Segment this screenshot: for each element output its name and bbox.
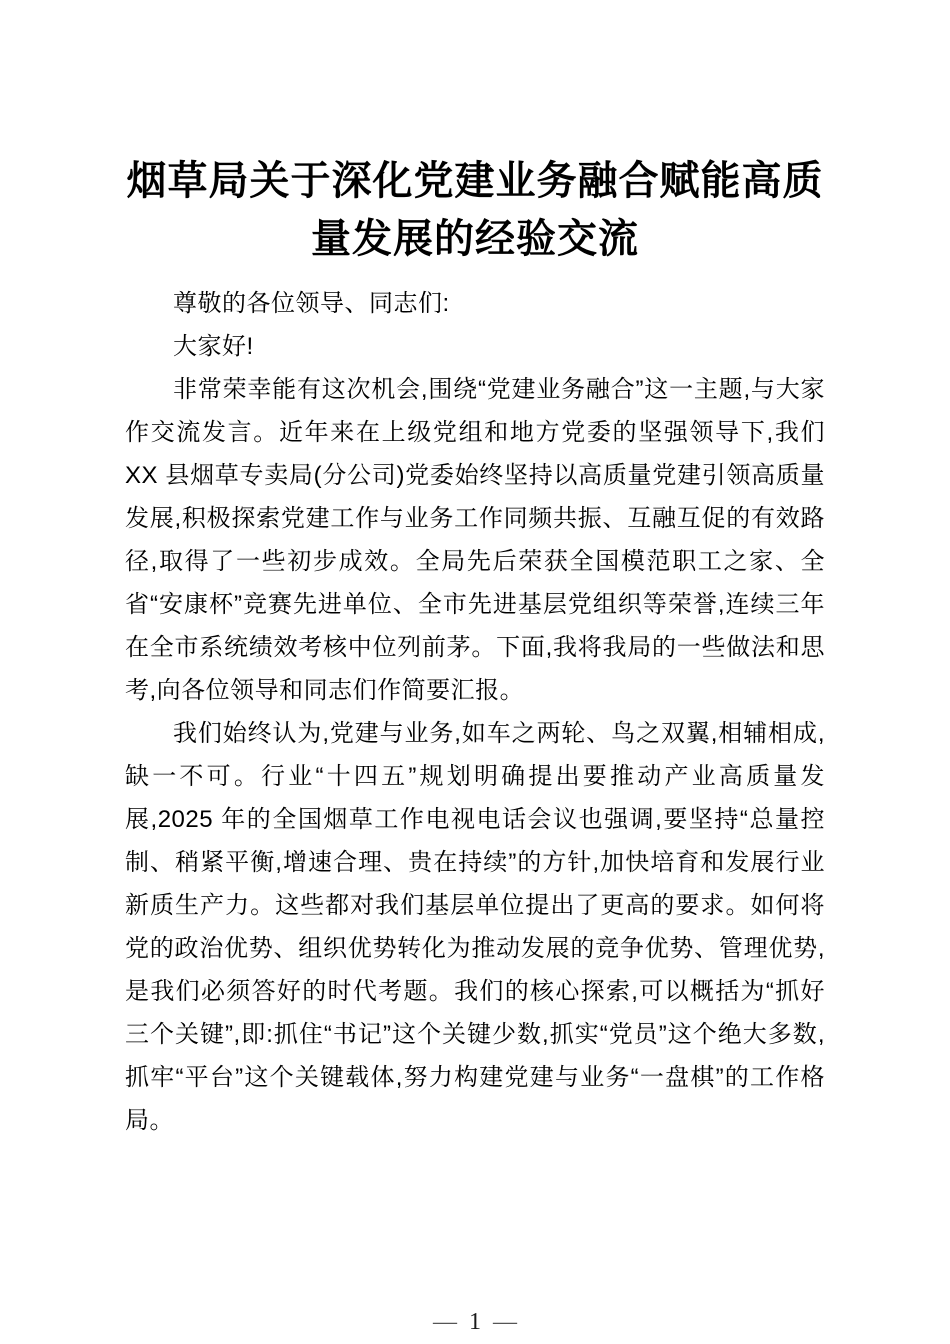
- footer-dash-left: —: [433, 1309, 457, 1335]
- document-body: [125, 282, 825, 1142]
- paragraph-core-approach: 我们始终认为,党建与业务,如车之两轮、鸟之双翼,相辅相成,缺一不可。行业“十四五”规划明确提出要推动产业高质量发展,2025 年的全国烟草工作电视电话会议也强调,要坚持“总量控制、稍紧平衡,增速合理、贵在持续”的方针,加快培育和发展行业新质生产力。这些都对我们基层单位提出了更高的要求。如何将党的政治优势、组织优势转化为推动发展的竞争优势、管理优势,是我们必须答好的时代考题。我们的核心探索,可以概括为“抓好三个关键”,即:抓住“书记”这个关键少数,抓实“党员”这个绝大多数,抓牢“平台”这个关键载体,努力构建党建与业务“一盘棋”的工作格局。: [125, 720, 825, 1134]
- footer-dash-right: —: [493, 1309, 517, 1335]
- paragraph-greeting: 大家好!: [173, 333, 254, 360]
- paragraph-introduction: 非常荣幸能有这次机会,围绕“党建业务融合”这一主题,与大家作交流发言。近年来在上级党组和地方党委的坚强领导下,我们 XX 县烟草专卖局(分公司)党委始终坚持以高质量党建引领高质量发展,积极探索党建工作与业务工作同频共振、互融互促的有效路径,取得了一些初步成效。全局先后荣获全国模范职工之家、全省“安康杯”竞赛先进单位、全市先进基层党组织等荣誉,连续三年在全市系统绩效考核中位列前茅。下面,我将我局的一些做法和思考,向各位领导和同志们作简要汇报。: [125, 376, 825, 704]
- page-number: 1: [469, 1309, 481, 1335]
- paragraph-salutation: 尊敬的各位领导、同志们:: [173, 290, 450, 317]
- page-footer: [0, 1308, 950, 1336]
- document-title: 烟草局关于深化党建业务融合赋能高质量发展的经验交流: [126, 158, 824, 261]
